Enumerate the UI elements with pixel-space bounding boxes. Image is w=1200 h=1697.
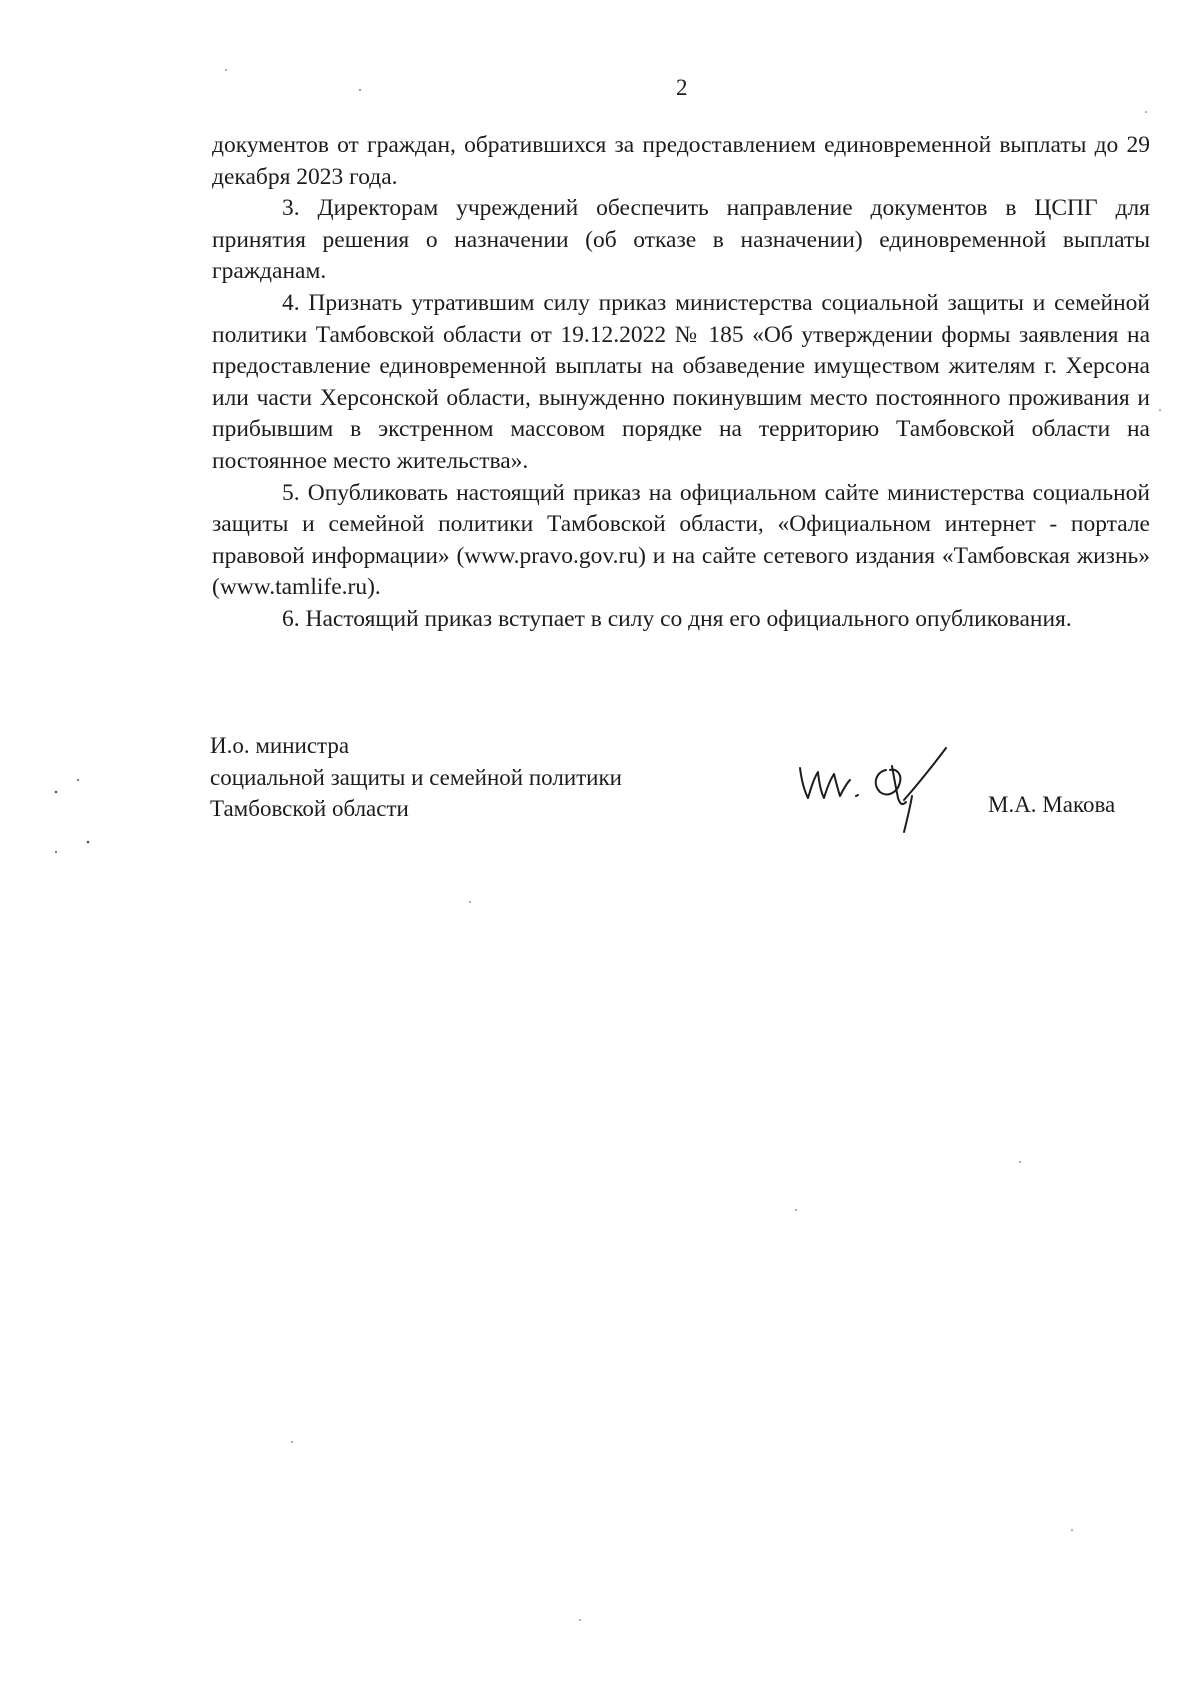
paragraph-item-4: 4. Признать утратившим силу приказ министерства социальной защиты и семейной политики Тамбовской области от 19.12.2022 № 185 «Об утверждении формы заявления на предоставление единовременной выплаты на обзаведение имуществом жителям г. Херсона или части Херсонской области, вынужденно покинувшим место постоянного проживания и прибывшим в экстренном массовом порядке на территорию Тамбовской области на постоянное место жительства».: [212, 289, 1150, 474]
signatory-position-line: И.о. министра: [210, 733, 350, 758]
page-number: 2: [676, 75, 688, 100]
signatory-position-line: Тамбовской области: [210, 796, 409, 821]
paragraph-item-5: 5. Опубликовать настоящий приказ на официальном сайте министерства социальной защиты и семейной политики Тамбовской области, «Официальном интернет - портале правовой информации» (www.pravo.gov.ru) и на сайте сетевого издания «Тамбовская жизнь» (www.tamlife.ru).: [212, 479, 1150, 601]
paragraph-item-3: 3. Директорам учреждений обеспечить направление документов в ЦСПГ для принятия решения о назначении (об отказе в назначении) единовременной выплаты гражданам.: [212, 195, 1150, 285]
paragraph-continuation: документов от граждан, обратившихся за предоставлением единовременной выплаты до 29 декабря 2023 года.: [212, 132, 1150, 190]
paragraph-item-6: 6. Настоящий приказ вступает в силу со дня его официального опубликования.: [282, 605, 1072, 632]
signatory-name: М.А. Макова: [988, 792, 1116, 817]
signatory-position-line: социальной защиты и семейной политики: [210, 764, 622, 790]
